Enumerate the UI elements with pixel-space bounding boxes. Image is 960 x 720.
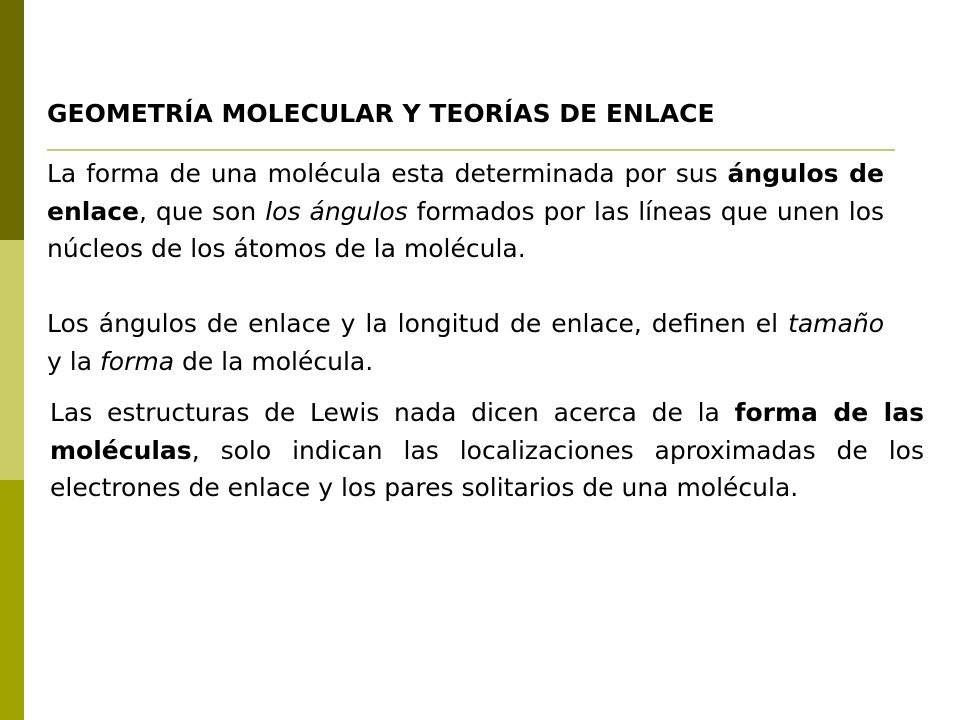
p1-bold-bond-angles: ángulos de enlace — [47, 159, 884, 226]
p1-text-3: formados por las líneas que unen los núcleos de los átomos de la molécula. — [47, 196, 885, 263]
paragraph-lewis-structures — [50, 394, 924, 507]
p1-text-1: La forma de una molécula esta determinada por sus — [47, 159, 728, 188]
paragraph-bond-angles — [47, 155, 884, 268]
side-bar-bottom — [0, 480, 24, 720]
p2-text-2: y la — [47, 346, 100, 376]
side-bar-top — [0, 0, 24, 240]
paragraph-size-shape — [47, 305, 884, 380]
p3-text-2: , solo indican las localizaciones aproximadas de los electrones de enlace y los pares solitarios de una molécula. — [50, 435, 924, 502]
p2-italic-size: tamaño — [788, 309, 884, 338]
title-divider — [47, 149, 895, 151]
p2-text-3: de la molécula. — [174, 346, 374, 376]
p2-text-1: Los ángulos de enlace y la longitud de enlace, definen el — [47, 309, 789, 338]
p1-italic-angles: los ángulos — [265, 196, 408, 226]
p3-text-1: Las estructuras de Lewis nada dicen acerca de la — [50, 398, 735, 427]
side-bar-middle — [0, 240, 24, 480]
p3-bold-molecule-shape: forma de las moléculas — [50, 398, 924, 465]
p2-italic-shape: forma — [99, 346, 175, 376]
p1-text-2: , que son — [138, 196, 266, 226]
slide-title: GEOMETRÍA MOLECULAR Y TEORÍAS DE ENLACE — [47, 99, 715, 128]
